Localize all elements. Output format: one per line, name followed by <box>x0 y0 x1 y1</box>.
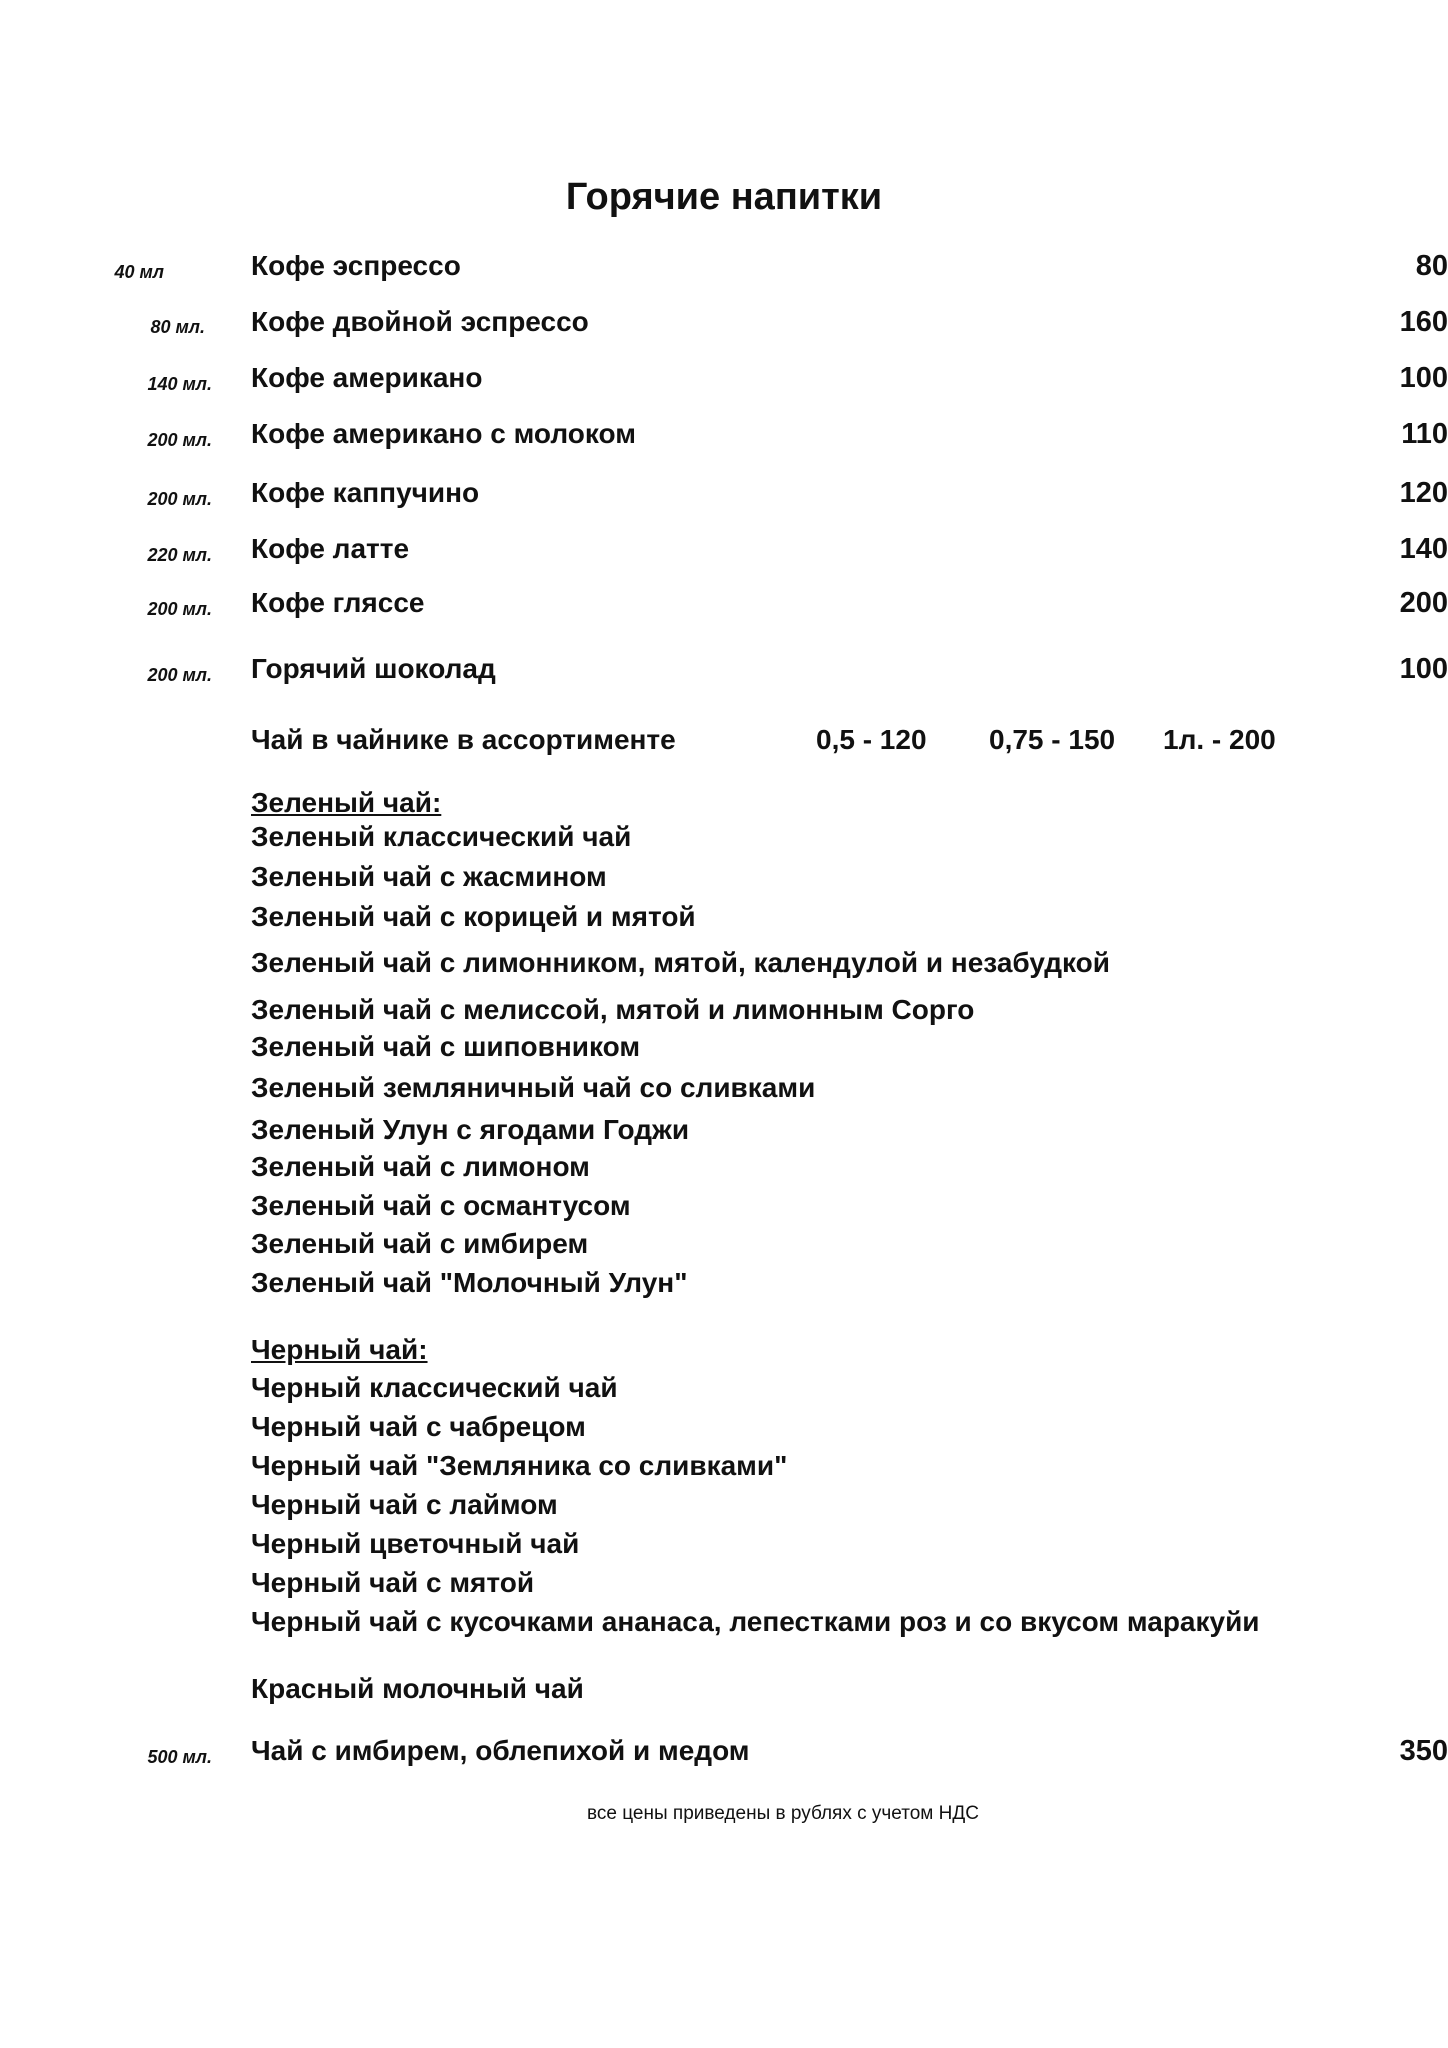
red-tea-item: Красный молочный чай <box>251 1673 584 1704</box>
list-item: Черный чай с лаймом <box>251 1489 558 1520</box>
drink-price: 80 <box>1415 250 1448 282</box>
drink-name: Кофе эспрессо <box>251 250 461 281</box>
drink-volume: 200 мл. <box>147 489 212 509</box>
list-item: Зеленый чай с корицей и мятой <box>251 901 696 932</box>
drink-volume: 200 мл. <box>147 430 212 450</box>
list-item: Зеленый чай с имбирем <box>251 1228 589 1259</box>
drink-volume: 80 мл. <box>150 317 205 337</box>
drink-name: Кофе латте <box>251 533 410 564</box>
drink-name: Чай с имбирем, облепихой и медом <box>251 1735 750 1766</box>
drink-name: Кофе двойной эспрессо <box>251 306 589 337</box>
drink-price: 140 <box>1399 533 1448 565</box>
drink-price: 100 <box>1399 362 1448 394</box>
list-item: Зеленый чай с мелиссой, мятой и лимонным Сорго <box>251 994 975 1025</box>
list-item: Черный чай с чабрецом <box>251 1411 586 1442</box>
list-item: Зеленый чай с жасмином <box>251 861 607 892</box>
list-item: Зеленый земляничный чай со сливками <box>251 1072 816 1103</box>
drink-volume: 200 мл. <box>147 665 212 685</box>
drink-name: Кофе каппучино <box>251 477 480 508</box>
list-item: Черный чай "Земляника со сливками" <box>251 1450 788 1481</box>
teapot-size-medium: 0,75 - 150 <box>989 724 1116 755</box>
list-item: Зеленый чай с османтусом <box>251 1190 631 1221</box>
drink-name: Кофе американо <box>251 362 483 393</box>
list-item: Зеленый чай с лимонником, мятой, календулой и незабудкой <box>251 947 1110 978</box>
teapot-size-large: 1л. - 200 <box>1163 724 1276 755</box>
vat-footnote: все цены приведены в рублях с учетом НДС <box>587 1803 979 1824</box>
drink-price: 350 <box>1399 1735 1448 1767</box>
list-item: Зеленый чай с шиповником <box>251 1031 641 1062</box>
page-title: Горячие напитки <box>565 176 883 218</box>
list-item: Черный чай с мятой <box>251 1567 535 1598</box>
drink-price: 160 <box>1399 306 1448 338</box>
list-item: Зеленый Улун с ягодами Годжи <box>251 1114 690 1145</box>
black-tea-heading: Черный чай: <box>251 1334 428 1365</box>
drink-name: Кофе американо с молоком <box>251 418 636 449</box>
drink-price: 200 <box>1399 587 1448 619</box>
drink-volume: 200 мл. <box>147 599 212 619</box>
drink-price: 120 <box>1399 477 1448 509</box>
green-tea-heading: Зеленый чай: <box>251 787 442 818</box>
list-item: Черный чай с кусочками ананаса, лепестками роз и со вкусом маракуйи <box>251 1606 1260 1637</box>
drink-name: Горячий шоколад <box>251 653 496 684</box>
drink-volume: 220 мл. <box>147 545 212 565</box>
list-item: Черный цветочный чай <box>251 1528 580 1559</box>
list-item: Черный классический чай <box>251 1372 618 1403</box>
list-item: Зеленый чай с лимоном <box>251 1151 590 1182</box>
teapot-label: Чай в чайнике в ассортименте <box>251 724 676 755</box>
drink-price: 100 <box>1399 653 1448 685</box>
list-item: Зеленый чай "Молочный Улун" <box>251 1267 688 1298</box>
drink-name: Кофе гляссе <box>251 587 425 618</box>
drink-volume: 140 мл. <box>147 374 212 394</box>
drink-price: 110 <box>1401 418 1448 450</box>
drink-volume: 40 мл <box>114 262 164 282</box>
list-item: Зеленый классический чай <box>251 821 632 852</box>
teapot-size-small: 0,5 - 120 <box>816 724 927 755</box>
drink-volume: 500 мл. <box>147 1747 212 1767</box>
